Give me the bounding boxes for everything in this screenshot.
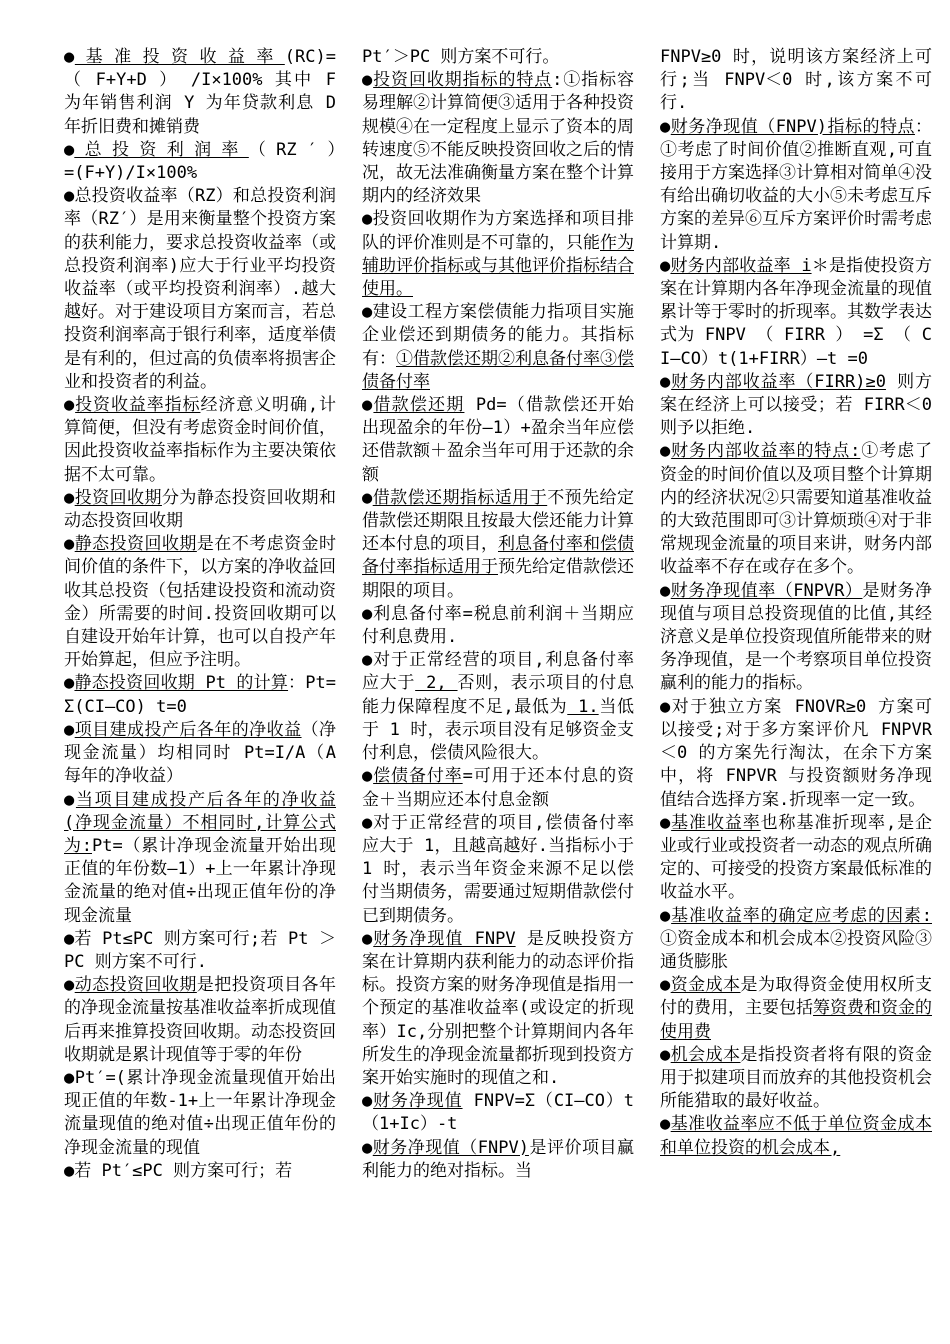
text-run: ●总投资收益率（RZ）和总投资利润率（RZ′）是用来衡量整个投资方案的获利能力，要求总投资收益率（或总投资利润率)应大于行业平均投资收益率（或平均投资利润率）.越大越好。对于建设项目方案而言，若总投资利润率高于银行利率，适度举债是有利的，但过高的负债率将损害企业和投资者的利益。 — [64, 186, 336, 392]
underlined-term: 借款偿还期指标适用于 — [372, 487, 548, 508]
paragraph — [362, 69, 634, 208]
text-run: ● — [64, 139, 75, 160]
text-run: （ RZ ′ ）=(F+Y)/I×100% — [64, 139, 336, 184]
paragraph — [362, 649, 634, 765]
text-run: (RC)= （ F+Y+D ） /I×100% 其中 F 为年销售利润 Y 为年贷款利息 D 年折旧费和摊销费 — [64, 47, 336, 137]
underlined-term: 财务净现值 FNPV — [373, 928, 516, 949]
underlined-term: 静态投资回收期 Pt 的计算 — [74, 673, 289, 694]
underlined-term: 静态投资回收期 — [74, 534, 197, 555]
text-run: ● — [64, 534, 75, 555]
paragraph — [64, 672, 336, 718]
paragraph — [660, 812, 932, 905]
paragraph — [64, 139, 336, 185]
text-run: ＊是指使投资方案在计算期内各年净现金流量的现值累计等于零时的折现率。其数学表达式为 FNPV （ FIRR ） =Σ （ CI—CO）t(1+FIRR）—t =0 — [660, 255, 932, 369]
text-run: ●对于独立方案 FNOVR≥0 方案可以接受;对于多方案评价凡 FNPVR＜0 的方案先行淘汰，在余下方案中，将 FNPVR 与投资额财务净现值结合选择方案.折现率一定一致。 — [660, 696, 932, 810]
underlined-term: 作为辅助评价指标或与其他评价指标结合使用。 — [362, 232, 634, 300]
underlined-term: 机会成本 — [670, 1044, 741, 1065]
underlined-term: 财务净现值率（FNPVR） — [670, 580, 863, 601]
text-run: Pt=（累计净现金流量开始出现正值的年份数—1）+上一年累计净现金流量的绝对值÷出现正值年份的净现金流量 — [64, 835, 336, 926]
text-run: ● — [362, 1091, 374, 1112]
paragraph — [660, 116, 932, 255]
underlined-term: 项目建成投产后各年的净收益 — [74, 719, 302, 740]
underlined-term: 财务内部收益率（FIRR)≥0 — [671, 371, 886, 392]
paragraph — [362, 394, 634, 487]
text-run: ● — [362, 766, 374, 787]
text-run: ●若 Pt≤PC 则方案可行;若 Pt ＞PC 则方案不可行. — [64, 928, 336, 972]
text-run: 也称基准折现率,是企业或行业或投资者一动态的观点所确定的、可接受的投资方案最低标准的收益水平。 — [660, 812, 932, 903]
text-run: ● — [660, 975, 671, 996]
text-run: ●对于正常经营的项目,偿债备付率应大于 1，且越高越好.当指标小于 1 时，表示当年资金来源不足以偿付当期债务，需要通过短期借款偿付已到期债务。 — [362, 812, 634, 926]
text-run: ● — [64, 395, 76, 416]
underlined-term: 筹资费和资金的使用费 — [660, 998, 932, 1042]
paragraph — [660, 580, 932, 696]
text-run: ● — [64, 789, 76, 810]
text-run: 不预先给定借款偿还期限且按最大偿还能力计算还本付息的项目， — [362, 487, 634, 555]
text-run: ●对于正常经营的项目,利息备付率应大于 — [362, 650, 634, 694]
paragraph — [64, 533, 336, 672]
text-run: （净现金流量）均相同时 Pt=I/A（A 每年的净收益） — [64, 719, 336, 787]
text-run: ：①考虑了时间价值②推断直观,可直接用于方案选择③计算相对简单④没有给出确切收益的大小⑤未考虑互斥方案的差异⑥互斥方案评价时需考虑计算期. — [660, 116, 932, 253]
underlined-term: 总 投 资 利 润 率 — [74, 139, 249, 160]
underlined-term: 借款偿还期 — [373, 395, 465, 416]
paragraph — [64, 1067, 336, 1160]
text-run: 是把投资项目各年的净现金流量按基准收益率折成现值后再来推算投资回收期。动态投资回收期就是累计现值等于零的年份 — [64, 975, 336, 1065]
underlined-term: 1. — [567, 696, 599, 717]
text-run: ● — [660, 371, 672, 392]
text-run: ● — [660, 255, 671, 276]
paragraph — [64, 719, 336, 789]
text-run: ●若 Pt′≤PC 则方案可行；若 — [64, 1160, 293, 1181]
paragraph — [362, 812, 634, 928]
paragraph — [64, 185, 336, 394]
underlined-term: 财务净现值（FNPV)指标的特点 — [670, 116, 915, 137]
paragraph — [660, 905, 932, 975]
text-run: ● — [362, 487, 373, 508]
paragraph — [660, 255, 932, 371]
text-run: 当低于 1 时，表示项目没有足够资金支付利息，偿债风险很大。 — [362, 696, 634, 764]
paragraph — [362, 1137, 634, 1183]
text-column-3 — [660, 46, 932, 1342]
paragraph — [660, 440, 932, 579]
underlined-term: 偿债备付率 — [373, 766, 463, 787]
paragraph — [362, 603, 634, 649]
text-run: Pd=（借款偿还开始出现盈余的年份—1）+盈余当年应偿还借款额＋盈余当年可用于还款的余额 — [362, 395, 634, 485]
text-run: ● — [660, 116, 671, 137]
text-run: ①资金成本和机会成本②投资风险③通货膨胀 — [660, 928, 932, 972]
underlined-term: 财务净现值（FNPV) — [372, 1137, 529, 1158]
text-run: ● — [660, 905, 672, 926]
paragraph — [64, 487, 336, 533]
text-run: ● — [64, 975, 75, 996]
text-run: ● — [660, 441, 672, 462]
text-run: 经济意义明确,计算简便，但没有考虑资金时间价值，因此投资收益率指标作为主要决策依据不太可靠。 — [64, 395, 336, 485]
paragraph — [64, 928, 336, 974]
underlined-term: 财务净现值 — [373, 1091, 463, 1112]
text-run: 预先给定借款偿还期限的项目。 — [362, 557, 634, 601]
text-run: ● — [362, 1137, 373, 1158]
text-column-1 — [64, 46, 336, 1342]
underlined-term: 基准收益率的确定应考虑的因素: — [671, 905, 932, 926]
text-run: 分为静态投资回收期和动态投资回收期 — [64, 487, 336, 532]
text-run: 否则，表示项目的付息能力保障程度不足,最低为 — [362, 673, 634, 717]
text-run: =可用于还本付息的资金＋当期应还本付息金额 — [362, 766, 634, 810]
paragraph — [362, 928, 634, 1090]
paragraph — [660, 1044, 932, 1114]
text-run: ●建设工程方案偿债能力指项目实施企业偿还到期债务的能力。其指标有： — [362, 302, 634, 369]
underlined-term: 动态投资回收期 — [74, 975, 197, 996]
text-run: 是指投资者将有限的资金用于拟建项目而放弃的其他投资机会所能猎取的最好收益。 — [660, 1044, 932, 1112]
text-run: ①考虑了资金的时间价值以及项目整个计算期内的经济状况②只需要知道基准收益的大致范围即可③计算烦琐④对于非常规现金流量的项目来讲，财务内部收益率不存在或存在多个。 — [660, 441, 932, 578]
paragraph — [362, 765, 634, 811]
text-run: ● — [64, 47, 75, 67]
paragraph — [64, 394, 336, 487]
paragraph — [660, 371, 932, 441]
underlined-term: 基准收益率 — [671, 812, 761, 833]
underlined-term: 利息备付率和偿债备付率指标适用于 — [362, 534, 634, 578]
text-run: ● — [660, 580, 671, 601]
text-column-2 — [362, 46, 634, 1342]
underlined-term: ①借款偿还期②利息备付率③偿债备付率 — [362, 348, 634, 392]
text-run: 则方案在经济上可以接受；若 FIRR＜0 则予以拒绝. — [660, 371, 932, 439]
text-run: 是评价项目赢利能力的绝对指标。当 — [362, 1137, 634, 1181]
text-run: ●利息备付率=税息前利润＋当期应付利息费用. — [362, 603, 634, 648]
text-run: 是为取得资金使用权所支付的费用，主要包括 — [660, 975, 932, 1019]
paragraph — [64, 789, 336, 928]
text-run: ● — [64, 487, 75, 508]
text-run: 是反映投资方案在计算期内获利能力的动态评价指标。投资方案的财务净现值是指用一个预定的基准收益率(或设定的折现率）Ic,分别把整个计算期间内各年所发生的净现金流量都折现到投资方案开始实施时的现值之和. — [362, 928, 634, 1088]
underlined-term: 基 准 投 资 收 益 率 — [74, 47, 285, 67]
text-run: ●投资回收期作为方案选择和项目排队的评价准则是不可靠的，只能 — [362, 209, 634, 253]
paragraph — [362, 46, 634, 69]
paragraph — [362, 1090, 634, 1136]
paragraph — [660, 696, 932, 812]
underlined-term: 资金成本 — [670, 975, 741, 996]
text-run: ● — [660, 1044, 671, 1065]
paragraph — [64, 1160, 336, 1183]
paragraph — [362, 301, 634, 394]
text-run: 是在不考虑资金时间价值的条件下，以方案的净收益回收其总投资（包括建设投资和流动资金）所需要的时间.投资回收期可以自建设开始年计算，也可以自投产年开始算起，但应予注明。 — [64, 534, 336, 671]
paragraph — [362, 208, 634, 301]
underlined-term: 投资回收期指标的特点 — [373, 70, 553, 91]
underlined-term: 投资回收期 — [74, 487, 162, 508]
paragraph — [660, 1113, 932, 1159]
text-run: ●Pt′=(累计净现金流量现值开始出现正值的年数-1+上一年累计净现金流量现值的绝对值÷出现正值年份的净现金流量的现值 — [64, 1067, 336, 1158]
paragraph — [64, 974, 336, 1067]
text-run: ● — [362, 70, 374, 91]
text-run: ：Pt=Σ(CI—CO) t=0 — [64, 673, 336, 717]
underlined-term: 财务内部收益率 i — [670, 255, 812, 276]
text-run: ● — [362, 395, 374, 416]
paragraph — [660, 974, 932, 1044]
text-run: :①指标容易理解②计算简便③适用于各种投资规模④在一定程度上显示了资本的周转速度⑤不能反映投资回收之后的情况，故无法准确衡量方案在整个计算期内的经济效果 — [362, 70, 634, 207]
underlined-term: 投资收益率指标 — [75, 395, 201, 416]
text-run: FNPV≥0 时，说明该方案经济上可行;当 FNPV＜0 时,该方案不可行. — [660, 47, 932, 114]
text-run: ● — [660, 1114, 671, 1135]
paragraph — [362, 487, 634, 603]
underlined-term: 当项目建成投产后各年的净收益(净现金流量）不相同时,计算公式为: — [64, 789, 336, 856]
text-run: ● — [362, 928, 374, 949]
paragraph — [64, 46, 336, 139]
text-run: ● — [64, 719, 75, 740]
text-run: ● — [660, 812, 672, 833]
text-run: FNPV=Σ（CI—CO）t （1+Ic）-t — [362, 1091, 634, 1135]
text-run: ● — [64, 673, 75, 694]
underlined-term: 2, — [415, 673, 458, 694]
text-run: Pt′＞PC 则方案不可行。 — [362, 47, 560, 67]
underlined-term: 财务内部收益率的特点: — [671, 441, 861, 462]
text-run: 是财务净现值与项目总投资现值的比值,其经济意义是单位投资现值所能带来的财务净现值，是一个考察项目单位投资赢利的能力的指标。 — [660, 580, 932, 694]
underlined-term: 基准收益率应不低于单位资金成本和单位投资的机会成本, — [660, 1114, 932, 1158]
paragraph — [660, 46, 932, 116]
